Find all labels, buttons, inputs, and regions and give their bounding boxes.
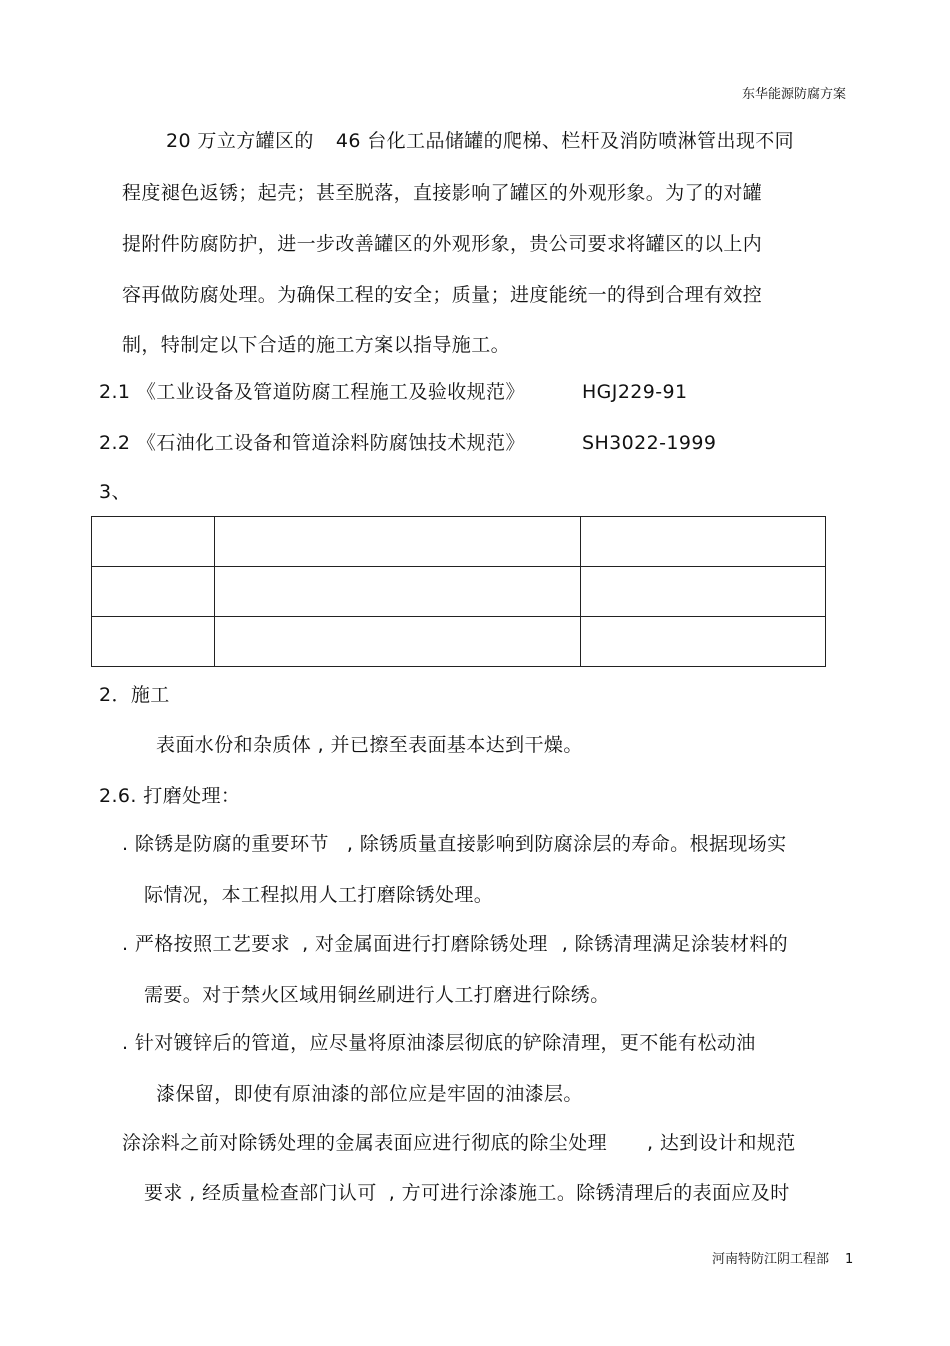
- page-number: 1: [845, 1252, 854, 1267]
- item-2-line-1: [122, 935, 788, 954]
- table-cell: [92, 617, 215, 667]
- item-2-line-1b: , 对金属面进行打磨除锈处理: [302, 933, 548, 955]
- item-1-line-1: [122, 835, 787, 854]
- standard-2-1-title: 2.1 《工业设备及管道防腐工程施工及验收规范》: [99, 381, 525, 403]
- intro-line-1b: 46 台化工品储罐的爬梯、栏杆及消防喷淋管出现不同: [335, 130, 795, 152]
- section-3-label: 3、: [99, 481, 131, 503]
- section-2-6-label: 2.6. 打磨处理：: [99, 785, 241, 807]
- table-row: [92, 617, 826, 667]
- para-line-1b: , 达到设计和规范: [647, 1132, 796, 1154]
- item-3-line-1: . 针对镀锌后的管道，应尽量将原油漆层彻底的铲除清理，更不能有松动油: [122, 1032, 756, 1054]
- para-line-1: [122, 1134, 796, 1153]
- para-line-1a: 涂涂料之前对除锈处理的金属表面应进行彻底的除尘处理: [122, 1132, 608, 1154]
- table-cell: [215, 567, 581, 617]
- item-2-line-2: 需要。对于禁火区域用铜丝刷进行人工打磨进行除绣。: [144, 984, 610, 1006]
- table-cell: [581, 517, 826, 567]
- item-2-line-1a: . 严格按照工艺要求: [122, 933, 291, 955]
- item-3-line-2: 漆保留，即使有原油漆的部位应是牢固的油漆层。: [156, 1083, 583, 1105]
- standard-2-2-code: SH3022-1999: [582, 432, 717, 454]
- section-2-label: 2．施工: [99, 684, 170, 706]
- para-line-2a: 要求 , 经质量检查部门认可: [144, 1182, 377, 1204]
- item-1-line-2: 际情况，本工程拟用人工打磨除锈处理。: [144, 884, 494, 906]
- page-header-title: 东华能源防腐方案: [742, 87, 847, 102]
- para-line-2: [144, 1184, 790, 1203]
- intro-line-5: 制，特制定以下合适的施工方案以指导施工。: [122, 334, 511, 356]
- standard-2-2-title: 2.2 《石油化工设备和管道涂料防腐蚀技术规范》: [99, 432, 525, 454]
- table-cell: [581, 617, 826, 667]
- intro-line-3: 提附件防腐防护，进一步改善罐区的外观形象，贵公司要求将罐区的以上内: [122, 233, 763, 255]
- empty-table: [91, 516, 826, 667]
- item-2-line-1c: , 除锈清理满足涂装材料的: [561, 933, 789, 955]
- item-1-line-1a: . 除锈是防腐的重要环节: [122, 833, 329, 855]
- table-cell: [92, 567, 215, 617]
- page-footer-org: 河南特防江阴工程部: [712, 1252, 830, 1267]
- para-line-2b: , 方可进行涂漆施工。除锈清理后的表面应及时: [388, 1182, 790, 1204]
- section-2-note: 表面水份和杂质体 , 并已擦至表面基本达到干燥。: [156, 734, 583, 756]
- intro-line-4: 容再做防腐处理。为确保工程的安全；质量；进度能统一的得到合理有效控: [122, 284, 763, 306]
- table-row: [92, 517, 826, 567]
- standard-2-1-code: HGJ229-91: [582, 381, 688, 403]
- table-row: [92, 567, 826, 617]
- intro-line-2: 程度褪色返锈；起壳；甚至脱落，直接影响了罐区的外观形象。为了的对罐: [122, 182, 763, 204]
- table-cell: [581, 567, 826, 617]
- item-1-line-1b: , 除锈质量直接影响到防腐涂层的寿命。根据现场实: [346, 833, 787, 855]
- intro-line-1a: 20 万立方罐区的: [166, 130, 314, 152]
- intro-line-1: [166, 132, 794, 151]
- table-cell: [215, 617, 581, 667]
- table-cell: [215, 517, 581, 567]
- table-cell: [92, 517, 215, 567]
